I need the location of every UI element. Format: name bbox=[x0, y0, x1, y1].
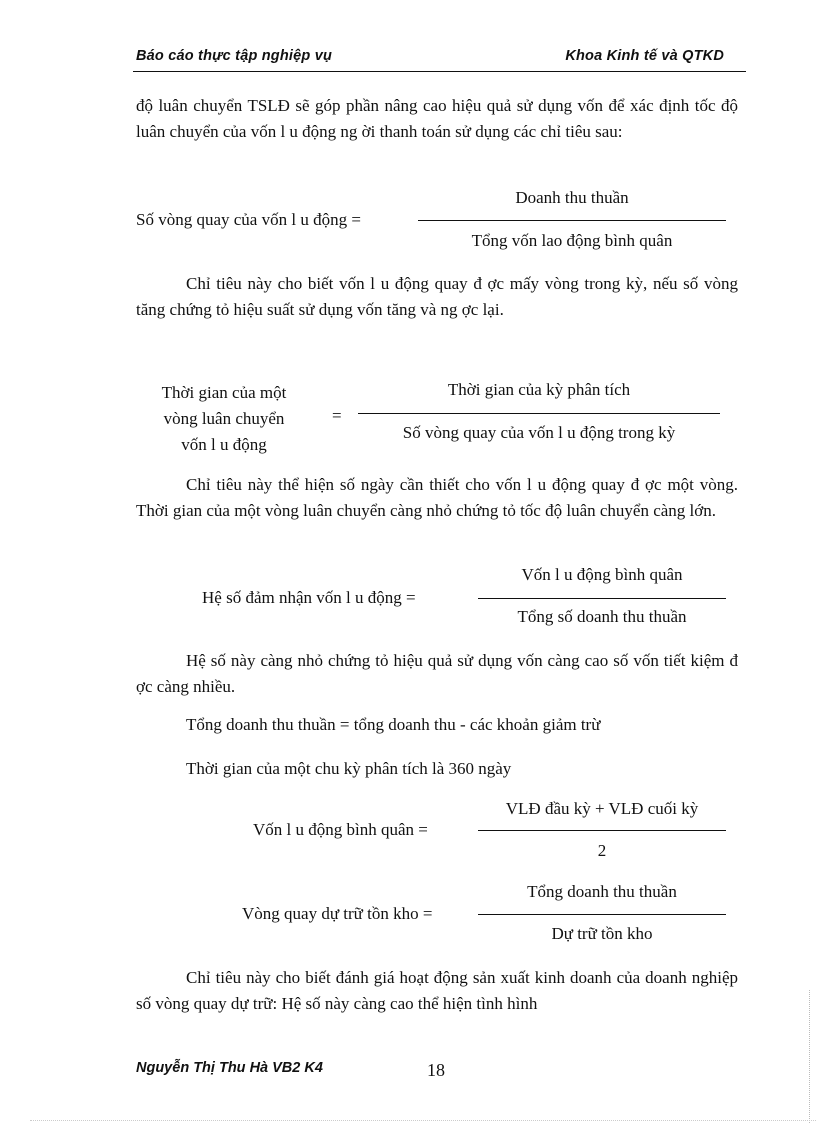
formula-5-denominator: Dự trữ tồn kho bbox=[551, 924, 653, 943]
paragraph-vong-quay: Chỉ tiêu này cho biết vốn l u động quay đ ợc mấy vòng trong kỳ, nếu số vòng tăng chứng tỏ hiệu suất sử dụng vốn tăng và ng ợc lại. bbox=[136, 274, 738, 319]
header-left-title: Báo cáo thực tập nghiệp vụ bbox=[136, 48, 333, 64]
page-edge-marker bbox=[809, 990, 810, 1123]
formula-3-denominator: Tổng số doanh thu thuần bbox=[517, 607, 687, 626]
formula-2-label bbox=[136, 380, 312, 458]
formula-2-numerator: Thời gian của kỳ phân tích bbox=[447, 380, 631, 399]
line-chu-ky: Thời gian của một chu kỳ phân tích là 360 ngày bbox=[186, 759, 512, 778]
formula-4-denominator: 2 bbox=[597, 841, 607, 860]
header-right-title: Khoa Kinh tế và QTKD bbox=[565, 48, 724, 64]
line-tong-doanh-thu: Tổng doanh thu thuần = tổng doanh thu - các khoản giảm trừ bbox=[186, 715, 601, 734]
formula-4-label: Vốn l u động bình quân = bbox=[253, 820, 428, 839]
formula-2-label-line: Thời gian của một bbox=[161, 383, 287, 402]
formula-2-denominator: Số vòng quay của vốn l u động trong kỳ bbox=[402, 423, 676, 442]
paragraph-intro: độ luân chuyển TSLĐ sẽ góp phần nâng cao hiệu quả sử dụng vốn để xác định tốc độ luân chuyển của vốn l u động ng ời thanh toán sử dụng các chỉ tiêu sau: bbox=[136, 96, 738, 141]
formula-3-label: Hệ số đảm nhận vốn l u động = bbox=[202, 588, 416, 607]
formula-3-numerator: Vốn l u động bình quân bbox=[521, 565, 683, 584]
paragraph-thoi-gian: Chỉ tiêu này thể hiện số ngày cần thiết cho vốn l u động quay đ ợc một vòng. Thời gian của một vòng luân chuyển càng nhỏ chứng tỏ tốc độ luân chuyển càng lớn. bbox=[136, 475, 738, 520]
formula-2-label-line: vốn l u động bbox=[181, 435, 267, 454]
formula-1-label: Số vòng quay của vốn l u động = bbox=[136, 210, 361, 229]
formula-3-fraction-bar bbox=[478, 598, 726, 599]
formula-1-numerator: Doanh thu thuần bbox=[515, 188, 629, 207]
page-number: 18 bbox=[427, 1060, 445, 1080]
paragraph-ton-kho: Chỉ tiêu này cho biết đánh giá hoạt động sản xuất kinh doanh của doanh nghiệp số vòng quay dự trữ: Hệ số này càng cao thể hiện tình hình bbox=[136, 968, 738, 1013]
formula-4-fraction-bar bbox=[478, 830, 726, 831]
formula-1-denominator: Tổng vốn lao động bình quân bbox=[471, 231, 673, 250]
formula-2-fraction-bar bbox=[358, 413, 720, 414]
footer-author: Nguyễn Thị Thu Hà VB2 K4 bbox=[136, 1060, 323, 1076]
page-bottom-edge bbox=[30, 1120, 816, 1121]
formula-1-fraction-bar bbox=[418, 220, 726, 221]
formula-2-equals: = bbox=[332, 406, 342, 425]
formula-5-label: Vòng quay dự trữ tồn kho = bbox=[242, 904, 433, 923]
formula-2-label-line: vòng luân chuyển bbox=[163, 409, 285, 428]
formula-5-numerator: Tổng doanh thu thuần bbox=[527, 882, 677, 901]
formula-4-numerator: VLĐ đầu kỳ + VLĐ cuối kỳ bbox=[505, 799, 699, 818]
paragraph-he-so: Hệ số này càng nhỏ chứng tỏ hiệu quả sử dụng vốn càng cao số vốn tiết kiệm đ ợc càng nhiều. bbox=[136, 651, 738, 696]
formula-5-fraction-bar bbox=[478, 914, 726, 915]
header-rule bbox=[133, 71, 746, 72]
